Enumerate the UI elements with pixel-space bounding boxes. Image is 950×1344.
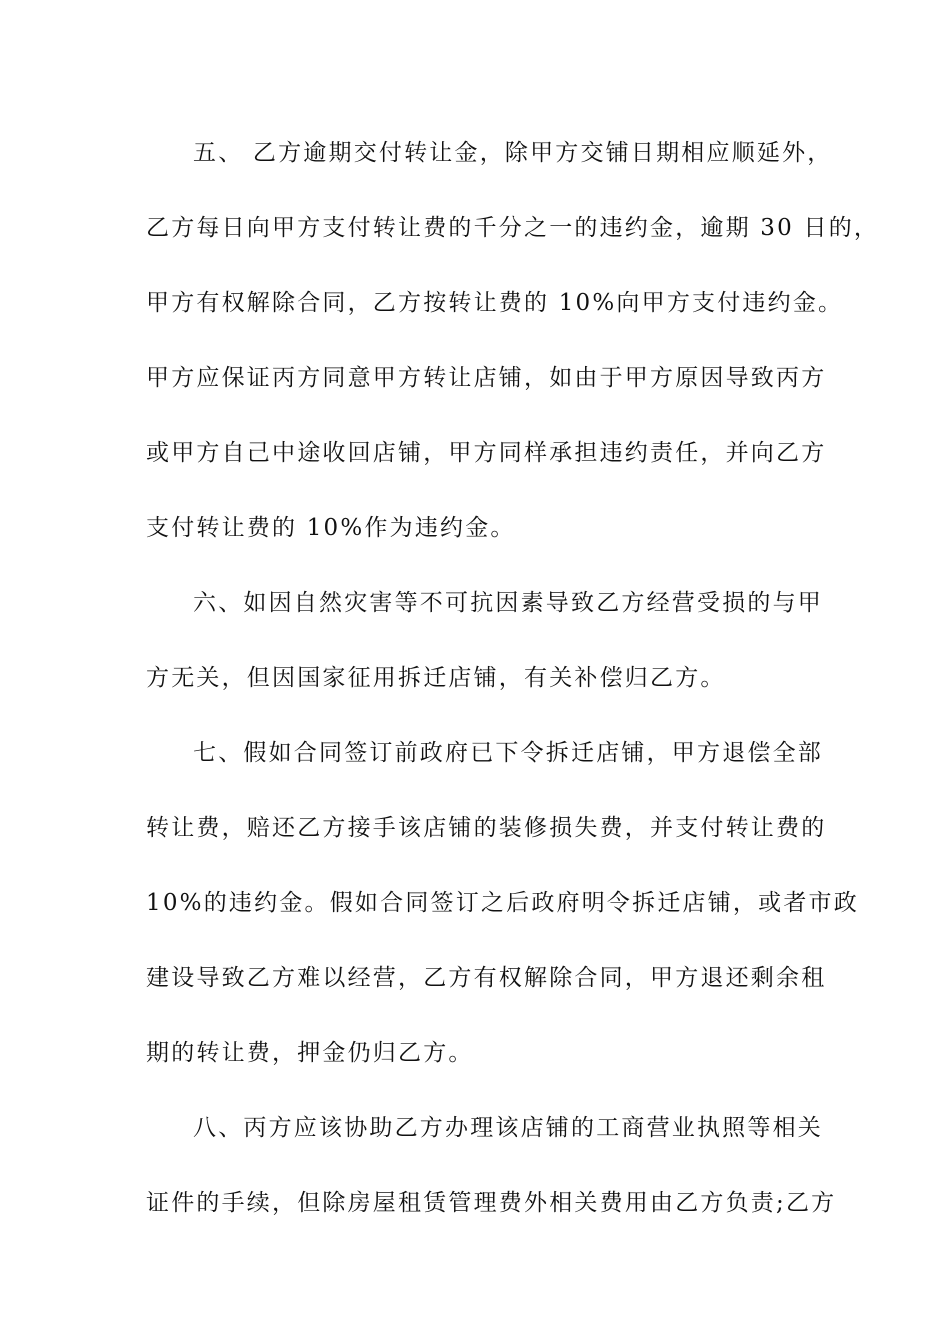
clause-5-line-2: 乙方每日向甲方支付转让费的千分之一的违约金，逾期 30 日的，: [146, 215, 880, 241]
clause-7-line-3: 10%的违约金。假如合同签订之后政府明令拆迁店铺，或者市政: [146, 890, 859, 916]
clause-8-line-2: 证件的手续，但除房屋租赁管理费外相关费用由乙方负责;乙方: [146, 1190, 837, 1216]
clause-6-line-1: 六、如因自然灾害等不可抗因素导致乙方经营受损的与甲: [193, 590, 823, 616]
clause-5-line-1: 五、 乙方逾期交付转让金，除甲方交铺日期相应顺延外，: [193, 140, 833, 166]
clause-6-line-2: 方无关，但因国家征用拆迁店铺，有关补偿归乙方。: [146, 665, 726, 691]
clause-7-line-4: 建设导致乙方难以经营，乙方有权解除合同，甲方退还剩余租: [146, 965, 827, 991]
clause-5-line-5: 或甲方自己中途收回店铺，甲方同样承担违约责任，并向乙方: [146, 440, 827, 466]
clause-7-line-5: 期的转让费，押金仍归乙方。: [146, 1040, 474, 1066]
clause-7-line-1: 七、假如合同签订前政府已下令拆迁店铺，甲方退偿全部: [193, 740, 823, 766]
clause-5-line-3: 甲方有权解除合同，乙方按转让费的 10%向甲方支付违约金。: [146, 290, 844, 316]
clause-8-line-1: 八、丙方应该协助乙方办理该店铺的工商营业执照等相关: [193, 1115, 823, 1141]
clause-5-line-4: 甲方应保证丙方同意甲方转让店铺，如由于甲方原因导致丙方: [146, 365, 827, 391]
clause-7-line-2: 转让费，赔还乙方接手该店铺的装修损失费，并支付转让费的: [146, 815, 827, 841]
clause-5-line-6: 支付转让费的 10%作为违约金。: [146, 515, 516, 541]
